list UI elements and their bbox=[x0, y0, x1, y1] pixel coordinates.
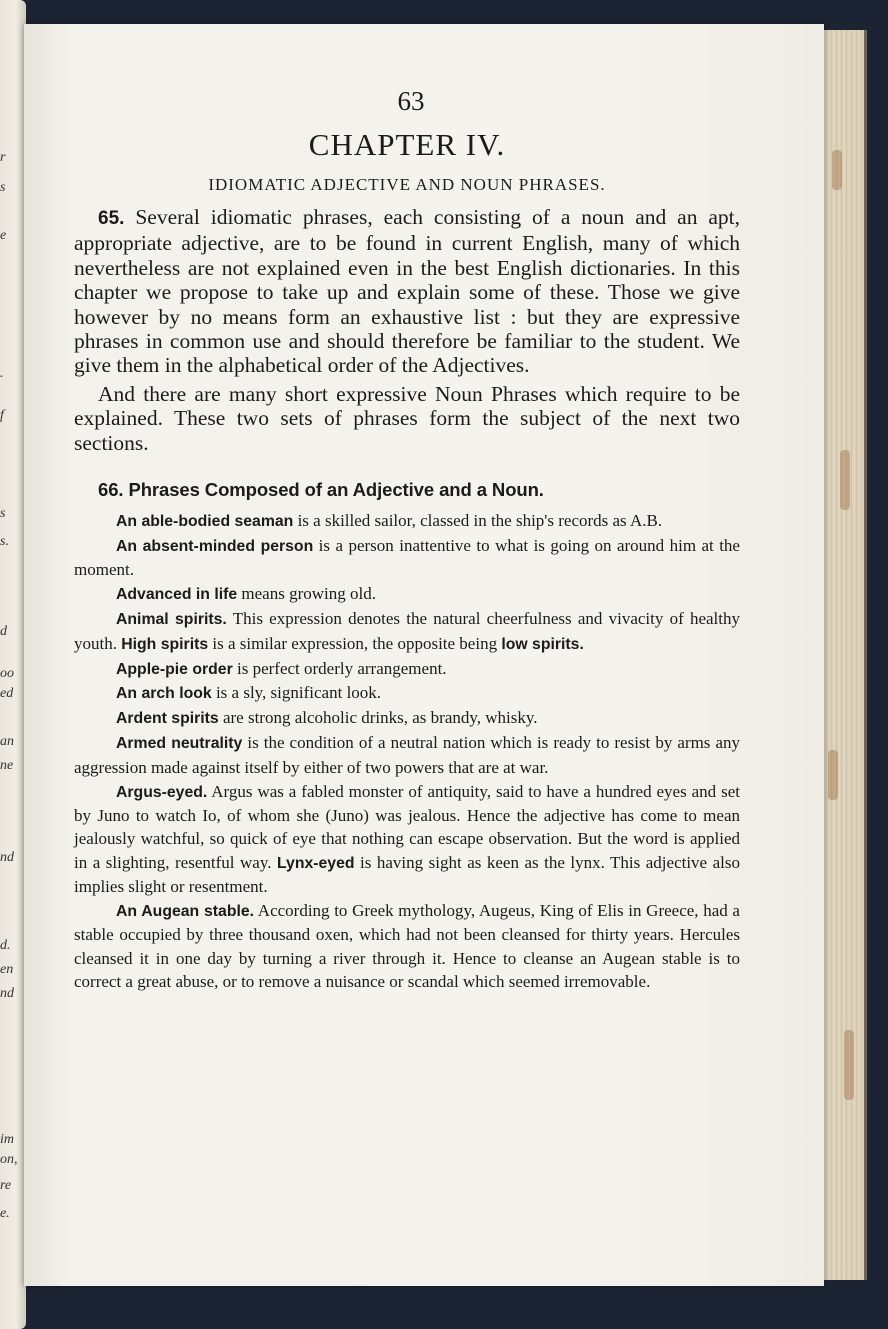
phrase-definition: This expression denotes the natural cheerfulness and vivacity of healthy youth. bbox=[74, 609, 740, 653]
left-page-fragment: r bbox=[0, 150, 6, 165]
left-page-fragment: oo bbox=[0, 666, 14, 681]
phrase-definition: is a sly, significant look. bbox=[211, 683, 382, 703]
phrase-definition: Argus was a fabled monster of antiquity, said to have a hundred eyes and set by Juno to watch Io, of whom she (Juno) was jealous. Hence the adjective has come to mean jealously watchful, so quick of eye that nothing can escape observation. But the word is applied in a slighting, resentful way. bbox=[74, 781, 740, 872]
phrase-headword: High spirits bbox=[121, 635, 209, 653]
phrase-headword: An absent-minded person bbox=[116, 537, 314, 555]
phrase-headword: Ardent spirits bbox=[116, 710, 219, 728]
section-number: 66. bbox=[98, 479, 124, 501]
left-page-fragment: s bbox=[0, 506, 6, 521]
left-page-fragment: d. bbox=[0, 938, 11, 953]
left-facing-page-edge bbox=[0, 0, 26, 1329]
left-page-fragment: nd bbox=[0, 986, 14, 1001]
left-page-fragment: f bbox=[0, 408, 4, 423]
phrase-entry bbox=[74, 681, 740, 705]
phrase-headword: An able-bodied seaman bbox=[116, 513, 294, 531]
left-page-fragment: ne bbox=[0, 758, 14, 773]
phrase-entry bbox=[74, 607, 740, 656]
left-page-fragment: re bbox=[0, 1178, 12, 1193]
phrase-entry bbox=[74, 780, 740, 899]
left-page-fragment: im bbox=[0, 1132, 14, 1147]
page-body bbox=[74, 86, 740, 994]
phrase-headword: Advanced in life bbox=[116, 586, 238, 604]
phrase-definition: is the condition of a neutral nation which is ready to resist by arms any aggression made against itself by either of two powers that are at war. bbox=[74, 733, 740, 777]
phrase-headword: Argus-eyed. bbox=[116, 783, 208, 801]
phrase-definition: is a skilled sailor, classed in the ship's records as A.B. bbox=[293, 511, 663, 531]
left-page-fragment: d bbox=[0, 624, 7, 639]
phrase-definition: According to Greek mythology, Augeus, King of Elis in Greece, had a stable occupied by three thousand oxen, which had not been cleansed for thirty years. Hercules cleansed it in one day by turning a river through it. Hence to cleanse an Augean stable is to correct a great abuse, or to remove a nuisance or scandal which seemed irremovable. bbox=[74, 901, 740, 992]
left-page-fragment: nd bbox=[0, 850, 14, 865]
phrase-entry bbox=[74, 706, 740, 730]
phrase-definition: is having sight as keen as the lynx. This adjective also implies slight or resentment. bbox=[74, 852, 740, 897]
phrase-headword: Apple-pie order bbox=[116, 660, 233, 678]
left-page-fragment: e. bbox=[0, 1206, 10, 1221]
chapter-title: CHAPTER IV. bbox=[308, 127, 506, 162]
chapter-subtitle: IDIOMATIC ADJECTIVE AND NOUN PHRASES. bbox=[208, 175, 606, 194]
phrase-entry bbox=[74, 582, 740, 606]
left-page-fragment: s bbox=[0, 180, 6, 195]
phrase-entry bbox=[74, 731, 740, 779]
phrase-definition: is a person inattentive to what is going on around him at the moment. bbox=[74, 535, 740, 580]
phrase-definition: is a similar expression, the opposite being bbox=[208, 633, 502, 653]
age-stain bbox=[832, 150, 842, 190]
paragraph-number: 65. bbox=[98, 208, 125, 229]
age-stain bbox=[840, 450, 850, 510]
age-stain bbox=[828, 750, 838, 800]
phrase-headword: Animal spirits. bbox=[116, 611, 227, 629]
book-page-block-edge bbox=[818, 30, 867, 1280]
left-page-fragment: e bbox=[0, 228, 7, 243]
left-page-fragment: ed bbox=[0, 686, 14, 701]
phrase-definition: means growing old. bbox=[237, 584, 376, 604]
left-page-fragment: . bbox=[0, 366, 4, 381]
phrase-headword: Lynx-eyed bbox=[276, 854, 355, 872]
paragraph-text: Several idiomatic phrases, each consisting of a noun and an apt, appropriate adjective, are to be found in current English, many of which nevertheless are not explained even in the best English dictionaries. In this chapter we propose to take up and explain some of these. Those we give however by no means form an exhaustive list : but they are expressive phrases in common use and should therefore be familiar to the student. We give them in the alphabetical order of the Adjectives. bbox=[74, 205, 741, 378]
phrase-entry bbox=[74, 534, 740, 582]
phrase-definition: is perfect orderly arrangement. bbox=[232, 658, 447, 678]
left-page-fragment: an bbox=[0, 734, 14, 749]
phrase-definition: are strong alcoholic drinks, as brandy, whisky. bbox=[218, 708, 538, 728]
left-page-fragment: s. bbox=[0, 534, 9, 549]
left-page-fragment: en bbox=[0, 962, 14, 977]
section-title: Phrases Composed of an Adjective and a Noun. bbox=[128, 479, 544, 501]
age-stain bbox=[844, 1030, 854, 1100]
phrase-headword: An Augean stable. bbox=[116, 903, 255, 921]
page-number: 63 bbox=[397, 86, 425, 116]
phrase-headword: Armed neutrality bbox=[116, 735, 243, 753]
phrase-entry bbox=[74, 657, 740, 681]
phrase-entry bbox=[74, 509, 740, 533]
phrase-headword: low spirits. bbox=[501, 635, 584, 653]
section-heading bbox=[98, 479, 740, 501]
intro-paragraph bbox=[74, 205, 740, 378]
book-page bbox=[24, 24, 824, 1286]
phrase-headword: An arch look bbox=[116, 685, 212, 703]
intro-paragraph-2: And there are many short expressive Noun Phrases which require to be explained. These two sets of phrases form the subject of the next two sections. bbox=[74, 381, 740, 455]
left-page-fragment: on, bbox=[0, 1152, 18, 1167]
phrase-entry bbox=[74, 899, 740, 994]
